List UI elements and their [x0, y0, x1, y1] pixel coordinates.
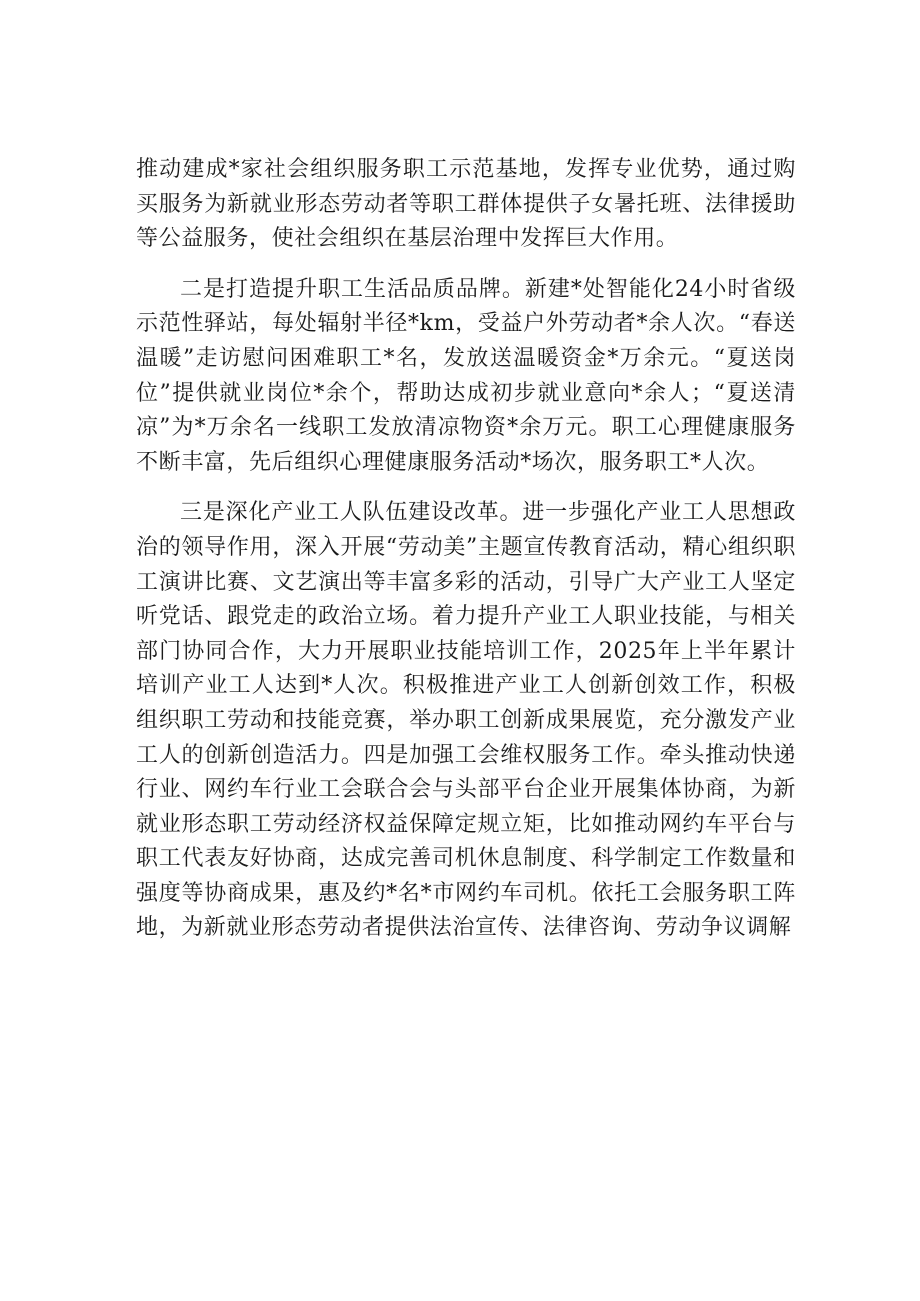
paragraph-item-3: 三是深化产业工人队伍建设改革。进一步强化产业工人思想政治的领导作用，深入开展“劳动美”主题宣传教育活动，精心组织职工演讲比赛、文艺演出等丰富多彩的活动，引导广大产业工人坚定听党话、跟党走的政治立场。着力提升产业工人职业技能，与相关部门协同合作，大力开展职业技能培训工作，2025年上半年累计培训产业工人达到*人次。积极推进产业工人创新创效工作，积极组织职工劳动和技能竞赛，举办职工创新成果展览，充分激发产业工人的创新创造活力。四是加强工会维权服务工作。牵头推动快递行业、网约车行业工会联合会与头部平台企业开展集体协商，为新就业形态职工劳动经济权益保障定规立矩，比如推动网约车平台与职工代表友好协商，达成完善司机休息制度、科学制定工作数量和强度等协商成果，惠及约*名*市网约车司机。依托工会服务职工阵地，为新就业形态劳动者提供法治宣传、法律咨询、劳动争议调解	[136, 500, 796, 941]
paragraph-item-2: 二是打造提升职工生活品质品牌。新建*处智能化24小时省级示范性驿站，每处辐射半径*km，受益户外劳动者*余人次。“春送温暖”走访慰问困难职工*名，发放送温暖资金*万余元。“夏送岗位”提供就业岗位*余个，帮助达成初步就业意向*余人；“夏送清凉”为*万余名一线职工发放清凉物资*余万元。职工心理健康服务不断丰富，先后组织心理健康服务活动*场次，服务职工*人次。	[136, 276, 796, 475]
document-body	[136, 153, 796, 946]
paragraph-continuation: 推动建成*家社会组织服务职工示范基地，发挥专业优势，通过购买服务为新就业形态劳动者等职工群体提供子女暑托班、法律援助等公益服务，使社会组织在基层治理中发挥巨大作用。	[136, 157, 796, 252]
